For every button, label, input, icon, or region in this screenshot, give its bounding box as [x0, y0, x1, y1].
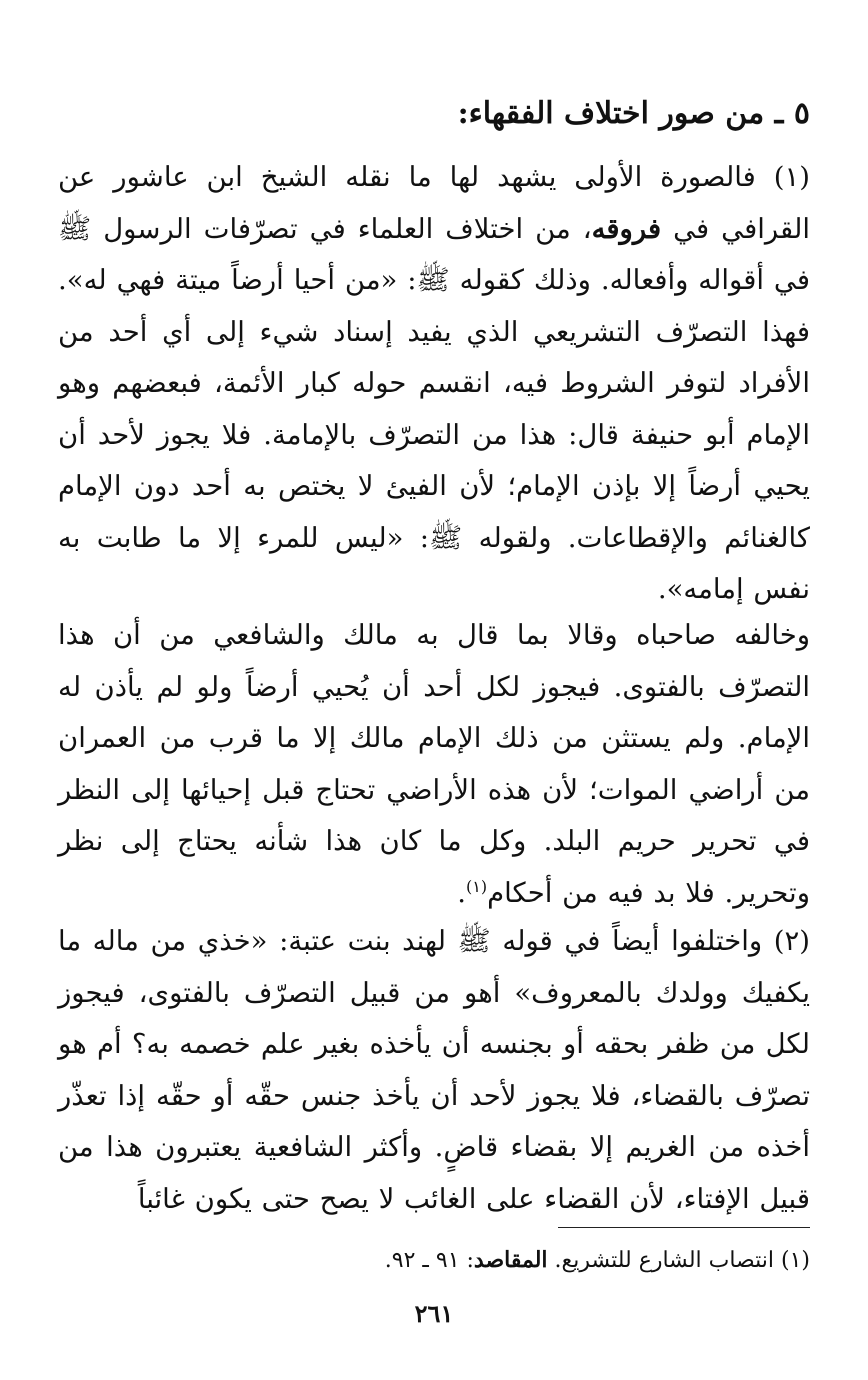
footnote-text: (١) انتصاب الشارع للتشريع.	[547, 1248, 810, 1273]
paragraph-2-text: وخالفه صاحباه وقالا بما قال به مالك والشافعي من أن هذا التصرّف بالفتوى. فيجوز لكل أحد أن يُحيي أرضاً ولو لم يأذن له الإمام. ولم يستثن من ذلك الإمام مالك إلا ما قرب من العمران من أراضي الموات؛ لأن هذه الأراضي تحتاج قبل إحيائها إلى النظر في تحرير حريم البلد. وكل ما كان هذا شأنه يحتاج إلى نظر وتحرير. فلا بد فيه من أحكام	[58, 619, 810, 909]
paragraph-3-text: (٢) واختلفوا أيضاً في قوله ﷺ لهند بنت عتبة: «خذي من ماله ما يكفيك وولدك بالمعروف» أهو من قبيل التصرّف بالفتوى، فيجوز لكل من ظفر بحقه أو بجنسه أن يأخذه بغير علم خصمه به؟ أم هو تصرّف بالقضاء، فلا يجوز لأحد أن يأخذ جنس حقّه أو حقّه إذا تعذّر أخذه من الغريم إلا بقضاء قاضٍ. وأكثر الشافعية يعتبرون هذا من قبيل الإفتاء، لأن القضاء على الغائب لا يصح حتى يكون غائباً	[58, 925, 810, 1215]
page-number: ٢٦١	[414, 1299, 454, 1328]
footnote	[58, 1240, 810, 1281]
footnote-reference[interactable]: (١)	[466, 876, 488, 896]
footnote-divider	[558, 1227, 810, 1228]
footnote-book-title: المقاصد	[473, 1247, 548, 1273]
book-title-furuq: فروقه	[591, 212, 662, 245]
section-heading: ٥ ـ من صور اختلاف الفقهاء:	[457, 96, 810, 131]
footnote-pages: : ٩١ ـ ٩٢.	[384, 1248, 474, 1273]
paragraph-1	[58, 152, 810, 616]
paragraph-1-text-a: (١) فالصورة الأولى يشهد لها ما نقله الشيخ ابن عاشور عن القرافي في	[58, 161, 810, 245]
paragraph-2	[58, 610, 810, 919]
paragraph-3	[58, 916, 810, 1225]
paragraph-2-end: .	[457, 876, 467, 909]
paragraph-1-text-b: ، من اختلاف العلماء في تصرّفات الرسول ﷺ في أقواله وأفعاله. وذلك كقوله ﷺ: «من أحيا أرضاً ميتة فهي له». فهذا التصرّف التشريعي الذي يفيد إسناد شيء إلى أي أحد من الأفراد لتوفر الشروط فيه، انقسم حوله كبار الأئمة، فبعضهم وهو الإمام أبو حنيفة قال: هذا من التصرّف بالإمامة. فلا يجوز لأحد أن يحيي أرضاً إلا بإذن الإمام؛ لأن الفيئ لا يختص به أحد دون الإمام كالغنائم والإقطاعات. ولقوله ﷺ: «ليس للمرء إلا ما طابت به نفس إمامه».	[58, 212, 810, 605]
